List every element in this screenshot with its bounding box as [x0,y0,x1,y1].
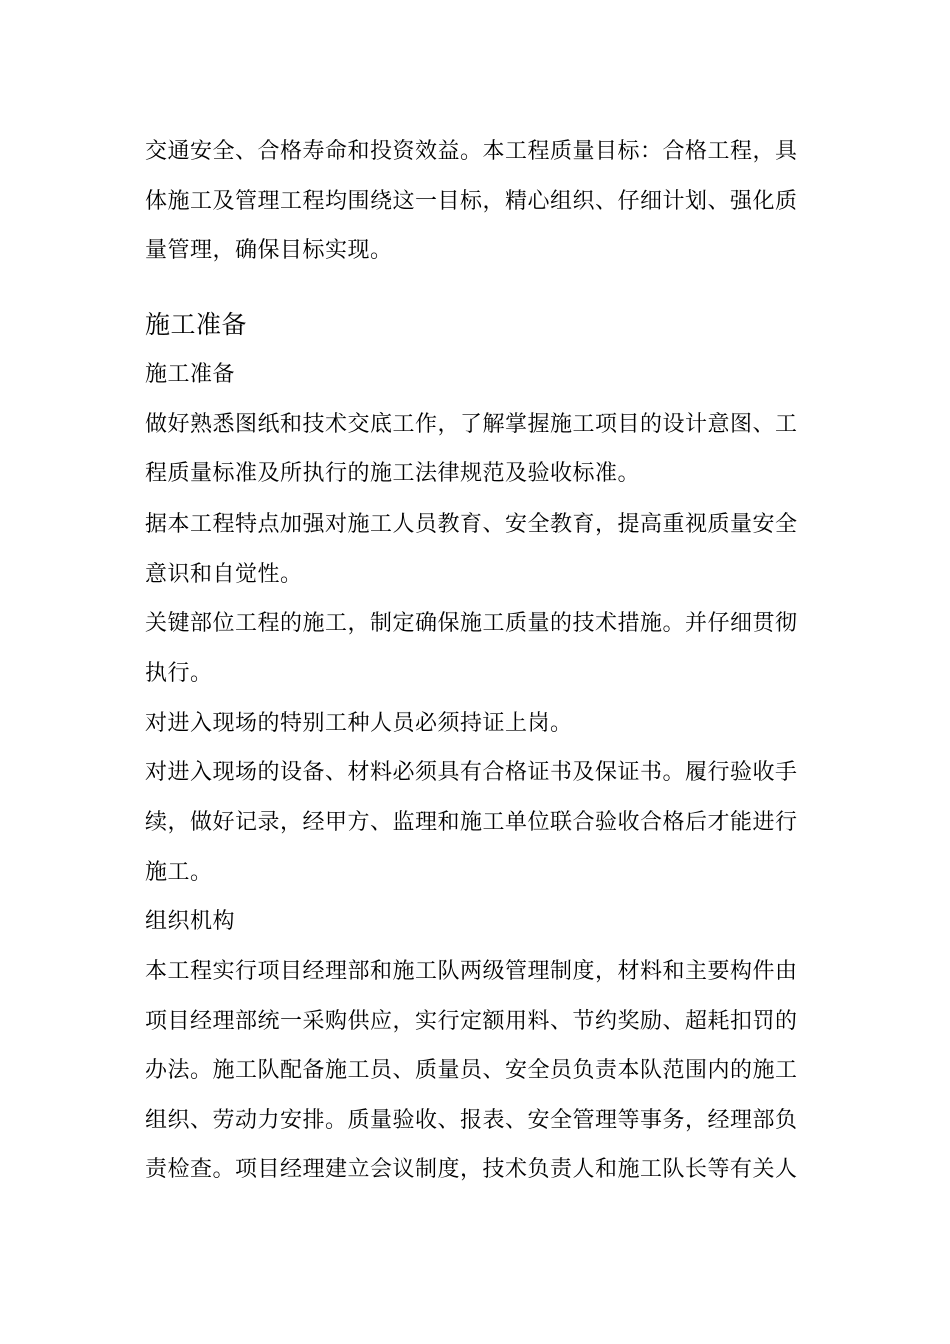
prep-item-5-line-2: 续，做好记录，经甲方、监理和施工单位联合验收合格后才能进行 [145,810,798,835]
intro-line-2: 体施工及管理工程均围绕这一目标，精心组织、仔细计划、强化质 [145,189,798,214]
intro-line-3: 量管理，确保目标实现。 [145,238,393,263]
org-line-3: 办法。施工队配备施工员、质量员、安全员负责本队范围内的施工 [145,1058,798,1083]
prep-item-1-line-2: 程质量标准及所执行的施工法律规范及验收标准。 [145,461,641,486]
prep-item-3-line-1: 关键部位工程的施工，制定确保施工质量的技术措施。并仔细贯彻 [145,611,798,636]
org-title: 组织机构 [145,909,236,934]
prep-item-5-line-1: 对进入现场的设备、材料必须具有合格证书及保证书。履行验收手 [145,760,798,785]
org-line-4: 组织、劳动力安排。质量验收、报表、安全管理等事务，经理部负 [145,1108,798,1133]
prep-item-1-line-1: 做好熟悉图纸和技术交底工作，了解掌握施工项目的设计意图、工 [145,412,798,437]
prep-item-3-line-2: 执行。 [145,661,213,686]
prep-item-5-line-3: 施工。 [145,860,213,885]
section-title: 施工准备 [145,310,248,339]
subsection-title: 施工准备 [145,362,236,387]
org-line-1: 本工程实行项目经理部和施工队两级管理制度，材料和主要构件由 [145,959,798,984]
prep-item-2-line-1: 据本工程特点加强对施工人员教育、安全教育，提高重视质量安全 [145,512,798,537]
prep-item-2-line-2: 意识和自觉性。 [145,562,303,587]
org-line-2: 项目经理部统一采购供应，实行定额用料、节约奖励、超耗扣罚的 [145,1009,798,1034]
prep-item-4-line-1: 对进入现场的特别工种人员必须持证上岗。 [145,711,573,736]
intro-line-1: 交通安全、合格寿命和投资效益。本工程质量目标：合格工程，具 [145,139,798,164]
org-line-5: 责检查。项目经理建立会议制度，技术负责人和施工队长等有关人 [145,1157,798,1182]
